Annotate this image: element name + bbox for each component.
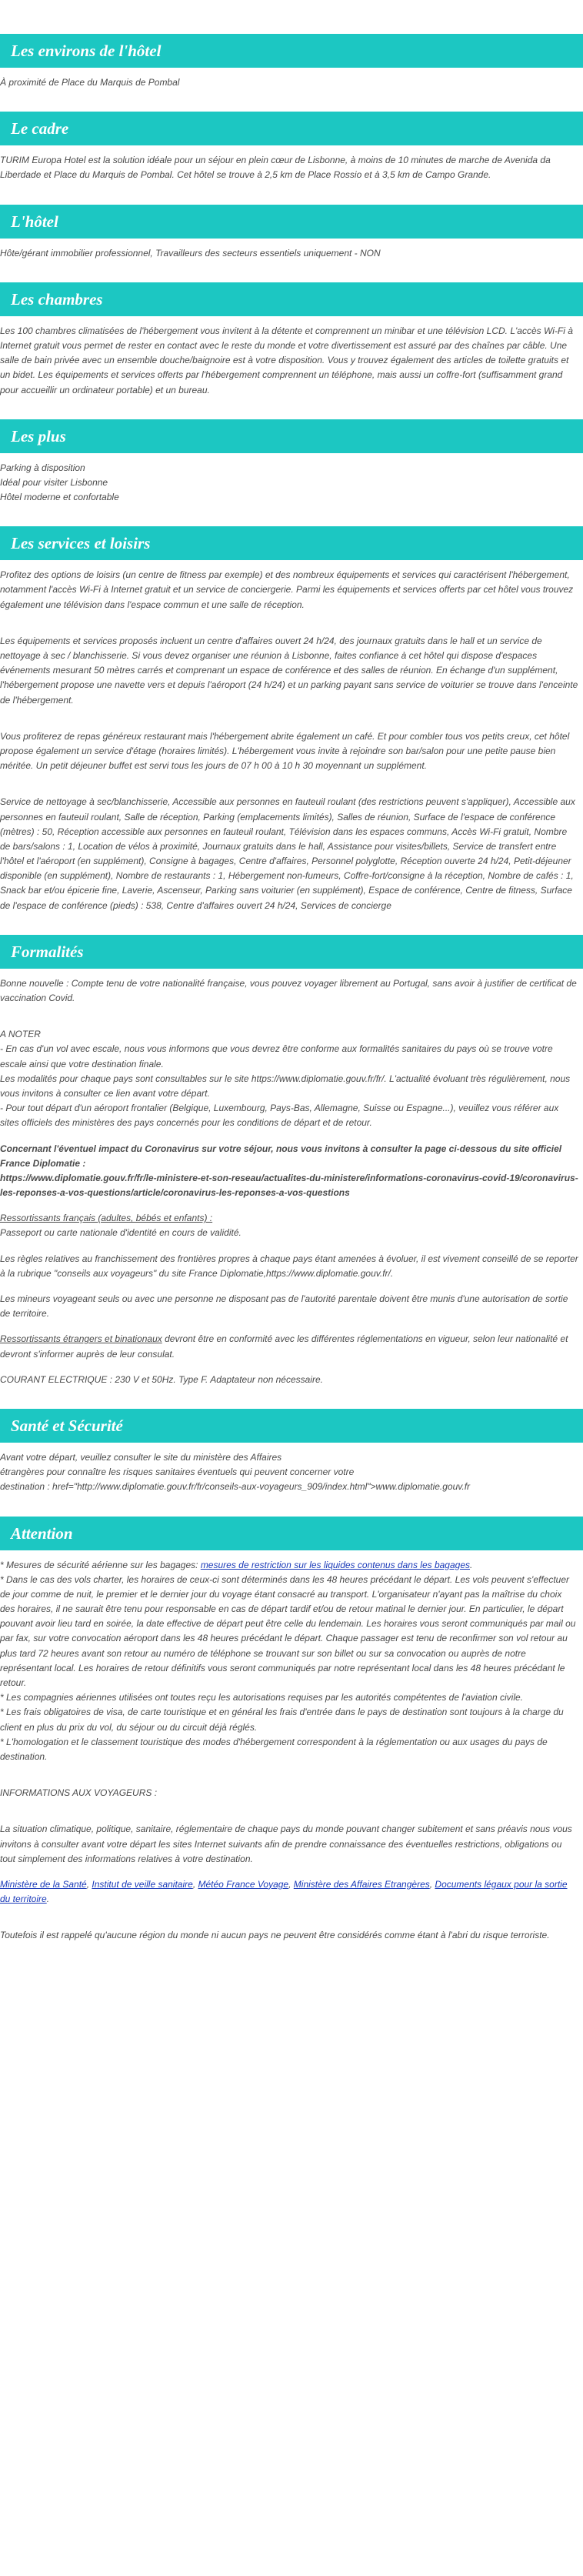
formalites-intro: Bonne nouvelle : Compte tenu de votre nationalité française, vous pouvez voyager librement au Portugal, sans avoir à justifier de certificat de vaccination Covid.	[0, 977, 577, 1003]
section-title-formalites: Formalités	[0, 935, 583, 969]
section-title-environs: Les environs de l'hôtel	[0, 34, 583, 68]
info-voyageurs-text: La situation climatique, politique, sanitaire, réglementaire de chaque pays du monde pouvant changer subitement et sans préavis nous vous invitons à consulter avant votre départ les sites Internet suivants afin de prendre connaissance des éventuelles restrictions, obligations ou tout simplement des informations relatives à votre destination.	[0, 1824, 572, 1864]
info-voyageurs-title: INFORMATIONS AUX VOYAGEURS :	[0, 1787, 158, 1799]
formalites-notes	[0, 1027, 578, 1130]
ressortissants-francais-text: Passeport ou carte nationale d'identité en cours de validité.	[0, 1227, 242, 1239]
liquides-restriction-link[interactable]: mesures de restriction sur les liquides contenus dans les bagages	[200, 1559, 471, 1570]
section-hotel	[0, 205, 583, 261]
services-amenities: Service de nettoyage à sec/blanchisserie, Accessible aux personnes en fauteuil roulant (des restrictions peuvent s'appliquer), Accessible aux personnes en fauteuil roulant, Salle de réception, Parking (emplacements limités), Salles de réunion, Surface de l'espace de conférence (mètres) : 50, Réception accessible aux personnes en fauteuil roulant, Télévision dans les espaces communs, Accès Wi-Fi gratuit, Nombre de bars/salons : 1, Location de vélos à proximité, Journaux gratuits dans le hall, Assistance pour visites/billets, Service de transfert entre l'hôtel et l'aéroport (en supplément), Consigne à bagages, Centre d'affaires, Personnel polyglotte, Réception ouverte 24 h/24, Petit-déjeuner disponible (en supplément), Nombre de restaurants : 1, Hébergement non-fumeurs, Coffre-fort/consigne à la réception, Nombre de cafés : 1, Snack bar et/ou épicerie fine, Laverie, Ascenseur, Parking sans voiturier (en supplément), Espace de conférence, Centre de fitness, Surface de l'espace de conférence (pieds) : 538, Centre d'affaires ouvert 24 h/24, Services de concierge	[0, 796, 575, 911]
ressortissants-francais	[0, 1211, 578, 1240]
mesure-bagages-suffix: .	[470, 1559, 473, 1570]
note-frontalier: - Pour tout départ d'un aéroport frontalier (Belgique, Luxembourg, Pays-Bas, Allemagne, Suisse ou Espagne...), veuillez vous référer aux sites officiels des ministères des pays concernés pour les conditions de départ et de retour.	[0, 1103, 559, 1129]
link-veille-sanitaire[interactable]: Institut de veille sanitaire	[92, 1878, 193, 1890]
link-separator: ,	[429, 1878, 435, 1890]
environs-text: À proximité de Place du Marquis de Pombal	[0, 77, 180, 88]
link-documents-legaux[interactable]: Documents légaux pour la sortie du territoire	[0, 1878, 568, 1905]
link-meteo-france[interactable]: Météo France Voyage	[198, 1878, 289, 1890]
section-services	[0, 526, 583, 913]
note-escale: - En cas d'un vol avec escale, nous vous informons que vous devrez être conforme aux formalités sanitaires du pays où se trouve votre escale ainsi que votre destination finale.	[0, 1043, 553, 1069]
section-title-hotel: L'hôtel	[0, 205, 583, 239]
risque-terroriste: Toutefois il est rappelé qu'aucune région du monde ni aucun pays ne peuvent être considérés comme étant à l'abri du risque terroriste.	[0, 1930, 550, 1941]
ressortissants-etrangers-text: devront être en conformité avec les différentes réglementations en vigueur, selon leur nationalité et devront s'informer auprès de leur consulat.	[0, 1333, 568, 1360]
plus-item: Parking à disposition	[0, 462, 85, 473]
mesure-homologation: * L'homologation et le classement touristique des modes d'hébergement correspondent à la réglementation ou aux usages du pays de destination.	[0, 1736, 548, 1762]
link-separator: ,	[192, 1878, 198, 1890]
section-sante	[0, 1409, 583, 1495]
mesure-compagnies: * Les compagnies aériennes utilisées ont toutes reçu les autorisations requises par les autorités compétentes de l'aviation civile.	[0, 1692, 523, 1703]
mesure-bagages-text: * Mesures de sécurité aérienne sur les bagages:	[0, 1559, 201, 1570]
link-ministere-sante[interactable]: Ministère de la Santé	[0, 1878, 87, 1890]
coronavirus-notice-url: https://www.diplomatie.gouv.fr/fr/le-ministere-et-son-reseau/actualites-du-ministere/informations-coronavirus-covid-19/coronavirus-les-reponses-a-vos-questions/article/coronavirus-les-reponses-a-vos-questions	[0, 1172, 578, 1199]
hotel-text: Hôte/gérant immobilier professionnel, Travailleurs des secteurs essentiels uniquement - NON	[0, 247, 381, 259]
services-paragraph: Vous profiterez de repas généreux restaurant mais l'hébergement abrite également un café. Et pour combler tous vos petits creux, cet hôtel propose également un service d'étage (horaires limités). L'hébergement vous invite à rejoindre son bar/salon pour une petite pause bien méritée. Un petit déjeuner buffet est servi tous les jours de 07 h 00 à 10 h 30 moyennant un supplément.	[0, 730, 570, 772]
chambres-text: Les 100 chambres climatisées de l'hébergement vous invitent à la détente et comprennent un minibar et une télévision LCD. L'accès Wi-Fi à Internet gratuit vous permet de rester en contact avec le reste du monde et votre divertissement est assuré par des chaînes par câble. Une salle de bain privée avec un ensemble douche/baignoire est à votre disposition. Vous y trouvez également des articles de toilette gratuits et un bidet. Les équipements et services offerts par l'hébergement comprennent un téléphone, mais aussi un coffre-fort (suffisamment grand pour accueillir un ordinateur portable) et un bureau.	[0, 325, 573, 395]
link-separator: .	[46, 1894, 50, 1905]
coronavirus-notice-text: Concernant l'éventuel impact du Coronavirus sur votre séjour, nous vous invitons à consulter la page ci-dessous du site officiel France Diplomatie :	[0, 1143, 562, 1169]
info-links	[0, 1877, 578, 1907]
section-title-attention: Attention	[0, 1517, 583, 1550]
section-plus	[0, 419, 583, 506]
plus-item: Hôtel moderne et confortable	[0, 492, 119, 503]
regles-frontieres: Les règles relatives au franchissement des frontières propres à chaque pays étant amenées à évoluer, il est vivement conseillé de se reporter à la rubrique "conseils aux voyageurs" du site France Diplomatie,https://www.diplomatie.gouv.fr/.	[0, 1253, 578, 1279]
sante-line: Avant votre départ, veuillez consulter le site du ministère des Affaires	[0, 1451, 282, 1463]
link-affaires-etrangeres[interactable]: Ministère des Affaires Etrangères	[293, 1878, 430, 1890]
section-attention	[0, 1517, 583, 1944]
section-formalites	[0, 935, 583, 1387]
sante-line: destination : href="http://www.diplomatie.gouv.fr/fr/conseils-aux-voyageurs_909/index.html">www.diplomatie.gouv.fr	[0, 1481, 471, 1493]
courant-electrique: COURANT ELECTRIQUE : 230 V et 50Hz. Type F. Adaptateur non nécessaire.	[0, 1373, 323, 1385]
section-chambres	[0, 282, 583, 398]
cadre-text: TURIM Europa Hotel est la solution idéale pour un séjour en plein cœur de Lisbonne, à moins de 10 minutes de marche de Avenida da Liberdade et Place du Marquis de Pombal. Cet hôtel se trouve à 2,5 km de Place Rossio et à 3,5 km de Campo Grande.	[0, 155, 551, 181]
ressortissants-etrangers	[0, 1332, 578, 1361]
sante-line: étrangères pour connaître les risques sanitaires éventuels qui peuvent concerner votre	[0, 1467, 355, 1478]
ressortissants-francais-heading: Ressortissants français (adultes, bébés et enfants) :	[0, 1213, 213, 1224]
services-paragraph: Profitez des options de loisirs (un centre de fitness par exemple) et des nombreux équipements et services qui caractérisent l'hébergement, notamment l'accès Wi-Fi à Internet gratuit et un service de conciergerie. Parmi les équipements et services offerts par cet hôtel vous trouvez également une télévision dans l'espace commun et une salle de réception.	[0, 569, 574, 610]
section-title-plus: Les plus	[0, 419, 583, 453]
a-noter-heading: A NOTER	[0, 1029, 41, 1040]
sante-text	[0, 1450, 578, 1495]
coronavirus-notice	[0, 1142, 578, 1201]
link-separator: ,	[288, 1878, 294, 1890]
ressortissants-etrangers-heading: Ressortissants étrangers et binationaux	[0, 1333, 162, 1345]
note-modalites: Les modalités pour chaque pays sont consultables sur le site https://www.diplomatie.gouv.fr/fr/. L'actualité évoluant très régulièrement, nous vous invitons à consulter ce lien avant votre départ.	[0, 1073, 571, 1099]
plus-list	[0, 461, 578, 506]
section-title-chambres: Les chambres	[0, 282, 583, 316]
mineurs-text: Les mineurs voyageant seuls ou avec une personne ne disposant pas de l'autorité parentale doivent être munis d'une autorisation de sortie de territoire.	[0, 1293, 568, 1320]
mesure-bagages	[0, 1558, 578, 1573]
section-environs	[0, 34, 583, 90]
services-paragraph: Les équipements et services proposés incluent un centre d'affaires ouvert 24 h/24, des journaux gratuits dans le hall et un service de nettoyage à sec / blanchisserie. Si vous devez organiser une réunion à Lisbonne, faites confiance à cet hôtel qui dispose d'espaces événements mesurant 50 mètres carrés et comprenant un espace de conférence et des salles de réunion. En échange d'un supplément, l'hébergement propose une navette vers et depuis l'aéroport (24 h/24) et un parking payant sans service de voiturier se trouve dans l'enceinte de l'hébergement.	[0, 635, 578, 706]
plus-item: Idéal pour visiter Lisbonne	[0, 476, 108, 488]
mesure-vols-charter: * Dans le cas des vols charter, les horaires de ceux-ci sont déterminés dans les 48 heures précédant le départ. Les vols peuvent s'effectuer de jour comme de nuit, le premier et le dernier jour du voyage étant consacré au transport. L'organisateur n'ayant pas la maîtrise du choix des horaires, il ne saurait être tenu pour responsable en cas de départ tardif et/ou de retour matinal le dernier jour. En particulier, le départ pouvant avoir lieu tard en soirée, la date effective de départ peut être celle du lendemain. Les horaires vous seront communiqués par mail ou par fax, sur votre convocation aéroport dans les 48 heures précédant le départ. Chaque passager est tenu de reconfirmer son vol retour au plus tard 72 heures avant son retour au numéro de téléphone se trouvant sur son billet ou sur sa convocation ou auprès de notre représentant local. Les horaires de retour définitifs vous seront communiqués par notre représentant local dans les 48 heures précédant le retour.	[0, 1573, 576, 1688]
section-title-sante: Santé et Sécurité	[0, 1409, 583, 1443]
mesure-frais: * Les frais obligatoires de visa, de carte touristique et en général les frais d'entrée dans le pays de destination sont toujours à la charge du client en plus du prix du vol, du séjour ou du circuit déjà réglés.	[0, 1707, 564, 1733]
section-cadre	[0, 112, 583, 182]
section-title-cadre: Le cadre	[0, 112, 583, 145]
link-separator: ,	[86, 1878, 92, 1890]
section-title-services: Les services et loisirs	[0, 526, 583, 560]
attention-mesures	[0, 1558, 578, 1765]
